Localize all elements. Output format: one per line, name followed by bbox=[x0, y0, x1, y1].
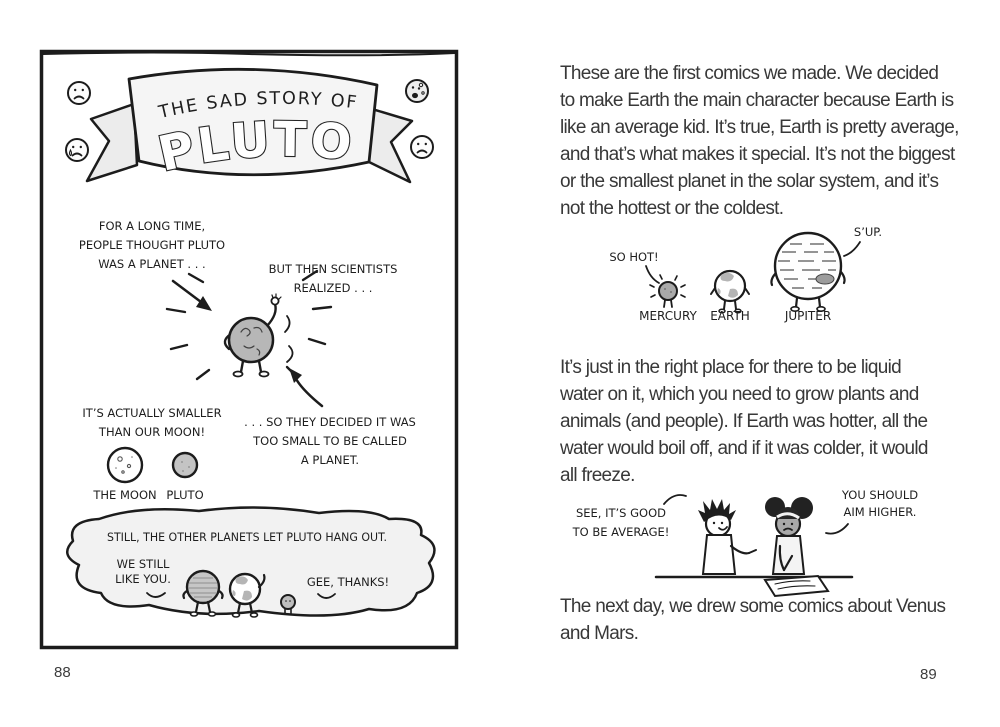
caption-hang-out: STILL, THE OTHER PLANETS LET PLUTO HANG OUT. bbox=[107, 530, 387, 544]
moon-label: THE MOON bbox=[93, 488, 157, 502]
paragraph-line: These are the first comics we made. We decided bbox=[560, 63, 939, 84]
kids-comic bbox=[560, 478, 960, 598]
speech-line: TO BE AVERAGE! bbox=[572, 525, 670, 539]
caption-line: BUT THEN SCIENTISTS bbox=[268, 262, 398, 276]
paragraph-line: It’s just in the right place for there to be liquid bbox=[560, 357, 901, 378]
banner-kicker-text: THE SAD STORY OF bbox=[156, 88, 360, 124]
sad-face-icon bbox=[68, 82, 90, 104]
speech-good-to-be-average bbox=[572, 495, 686, 539]
jupiter-red-spot bbox=[816, 274, 834, 284]
speech-line: WE STILL bbox=[116, 557, 170, 571]
speech-line: S’UP. bbox=[853, 225, 883, 239]
paragraph-line: water would boil off, and if it was colder, it would bbox=[560, 438, 928, 459]
caption-line: THAN OUR MOON! bbox=[98, 425, 206, 439]
paragraph-line: all freeze. bbox=[560, 465, 635, 486]
pluto-label: PLUTO bbox=[166, 488, 204, 502]
jupiter-label: JUPITER bbox=[784, 309, 832, 323]
speech-so-hot bbox=[609, 250, 659, 283]
caption-for-a-long-time bbox=[79, 219, 225, 271]
caption-line: IT’S ACTUALLY SMALLER bbox=[82, 406, 222, 420]
speech-line: GEE, THANKS! bbox=[306, 575, 390, 589]
planet-size-comic bbox=[560, 220, 960, 332]
caption-line: REALIZED . . . bbox=[293, 281, 373, 295]
pluto-comic-panel bbox=[39, 49, 460, 651]
page-number-left: 88 bbox=[54, 664, 71, 681]
speech-line: AIM HIGHER. bbox=[843, 505, 917, 519]
paragraph-line: to make Earth the main character because Earth is bbox=[560, 90, 954, 111]
speech-line: SO HOT! bbox=[609, 250, 659, 264]
speech-line: SEE, IT’S GOOD bbox=[575, 506, 667, 520]
jupiter-character bbox=[771, 233, 844, 311]
paragraph-line: The next day, we drew some comics about Venus bbox=[560, 596, 946, 617]
caption-line: WAS A PLANET . . . bbox=[98, 257, 206, 271]
mercury-label: MERCURY bbox=[639, 309, 697, 323]
earth-character bbox=[711, 271, 749, 313]
caption-line: . . . SO THEY DECIDED IT WAS bbox=[244, 415, 416, 429]
paragraph-line: and Mars. bbox=[560, 623, 639, 644]
paragraph-next-day bbox=[560, 593, 945, 647]
caption-line: A PLANET. bbox=[300, 453, 360, 467]
page-number-right: 89 bbox=[920, 666, 937, 683]
paragraph-line: animals (and people). If Earth was hotter, all the bbox=[560, 411, 928, 432]
paragraph-line: like an average kid. It’s true, Earth is pretty average, bbox=[560, 117, 959, 138]
crying-face-icon bbox=[66, 139, 88, 161]
caption-line: TOO SMALL TO BE CALLED bbox=[253, 434, 407, 448]
girl-character bbox=[765, 497, 813, 574]
paragraph-line: or the smallest planet in the solar system, and it’s bbox=[560, 171, 939, 192]
speech-line: YOU SHOULD bbox=[841, 488, 919, 502]
sad-moon-face-icon bbox=[406, 80, 428, 102]
speech-aim-higher bbox=[826, 488, 918, 534]
caption-line: FOR A LONG TIME, bbox=[98, 219, 206, 233]
paragraph-first-comics bbox=[560, 60, 959, 222]
paragraph-line: not the hottest or the coldest. bbox=[560, 198, 784, 219]
paragraph-line: and that’s what makes it special. It’s not the biggest bbox=[560, 144, 955, 165]
paragraph-liquid-water bbox=[560, 354, 928, 489]
paragraph-line: water on it, which you need to grow plants and bbox=[560, 384, 919, 405]
boy-character bbox=[698, 499, 756, 574]
earth-label: EARTH bbox=[710, 309, 750, 323]
speech-sup bbox=[844, 225, 882, 256]
caption-line: PEOPLE THOUGHT PLUTO bbox=[78, 238, 226, 252]
banner-title-text: PLUTO bbox=[153, 111, 357, 183]
pluto-figure bbox=[173, 453, 197, 477]
speech-line: LIKE YOU. bbox=[115, 572, 171, 586]
moon-figure bbox=[108, 448, 142, 482]
sad-face-icon bbox=[411, 136, 433, 158]
